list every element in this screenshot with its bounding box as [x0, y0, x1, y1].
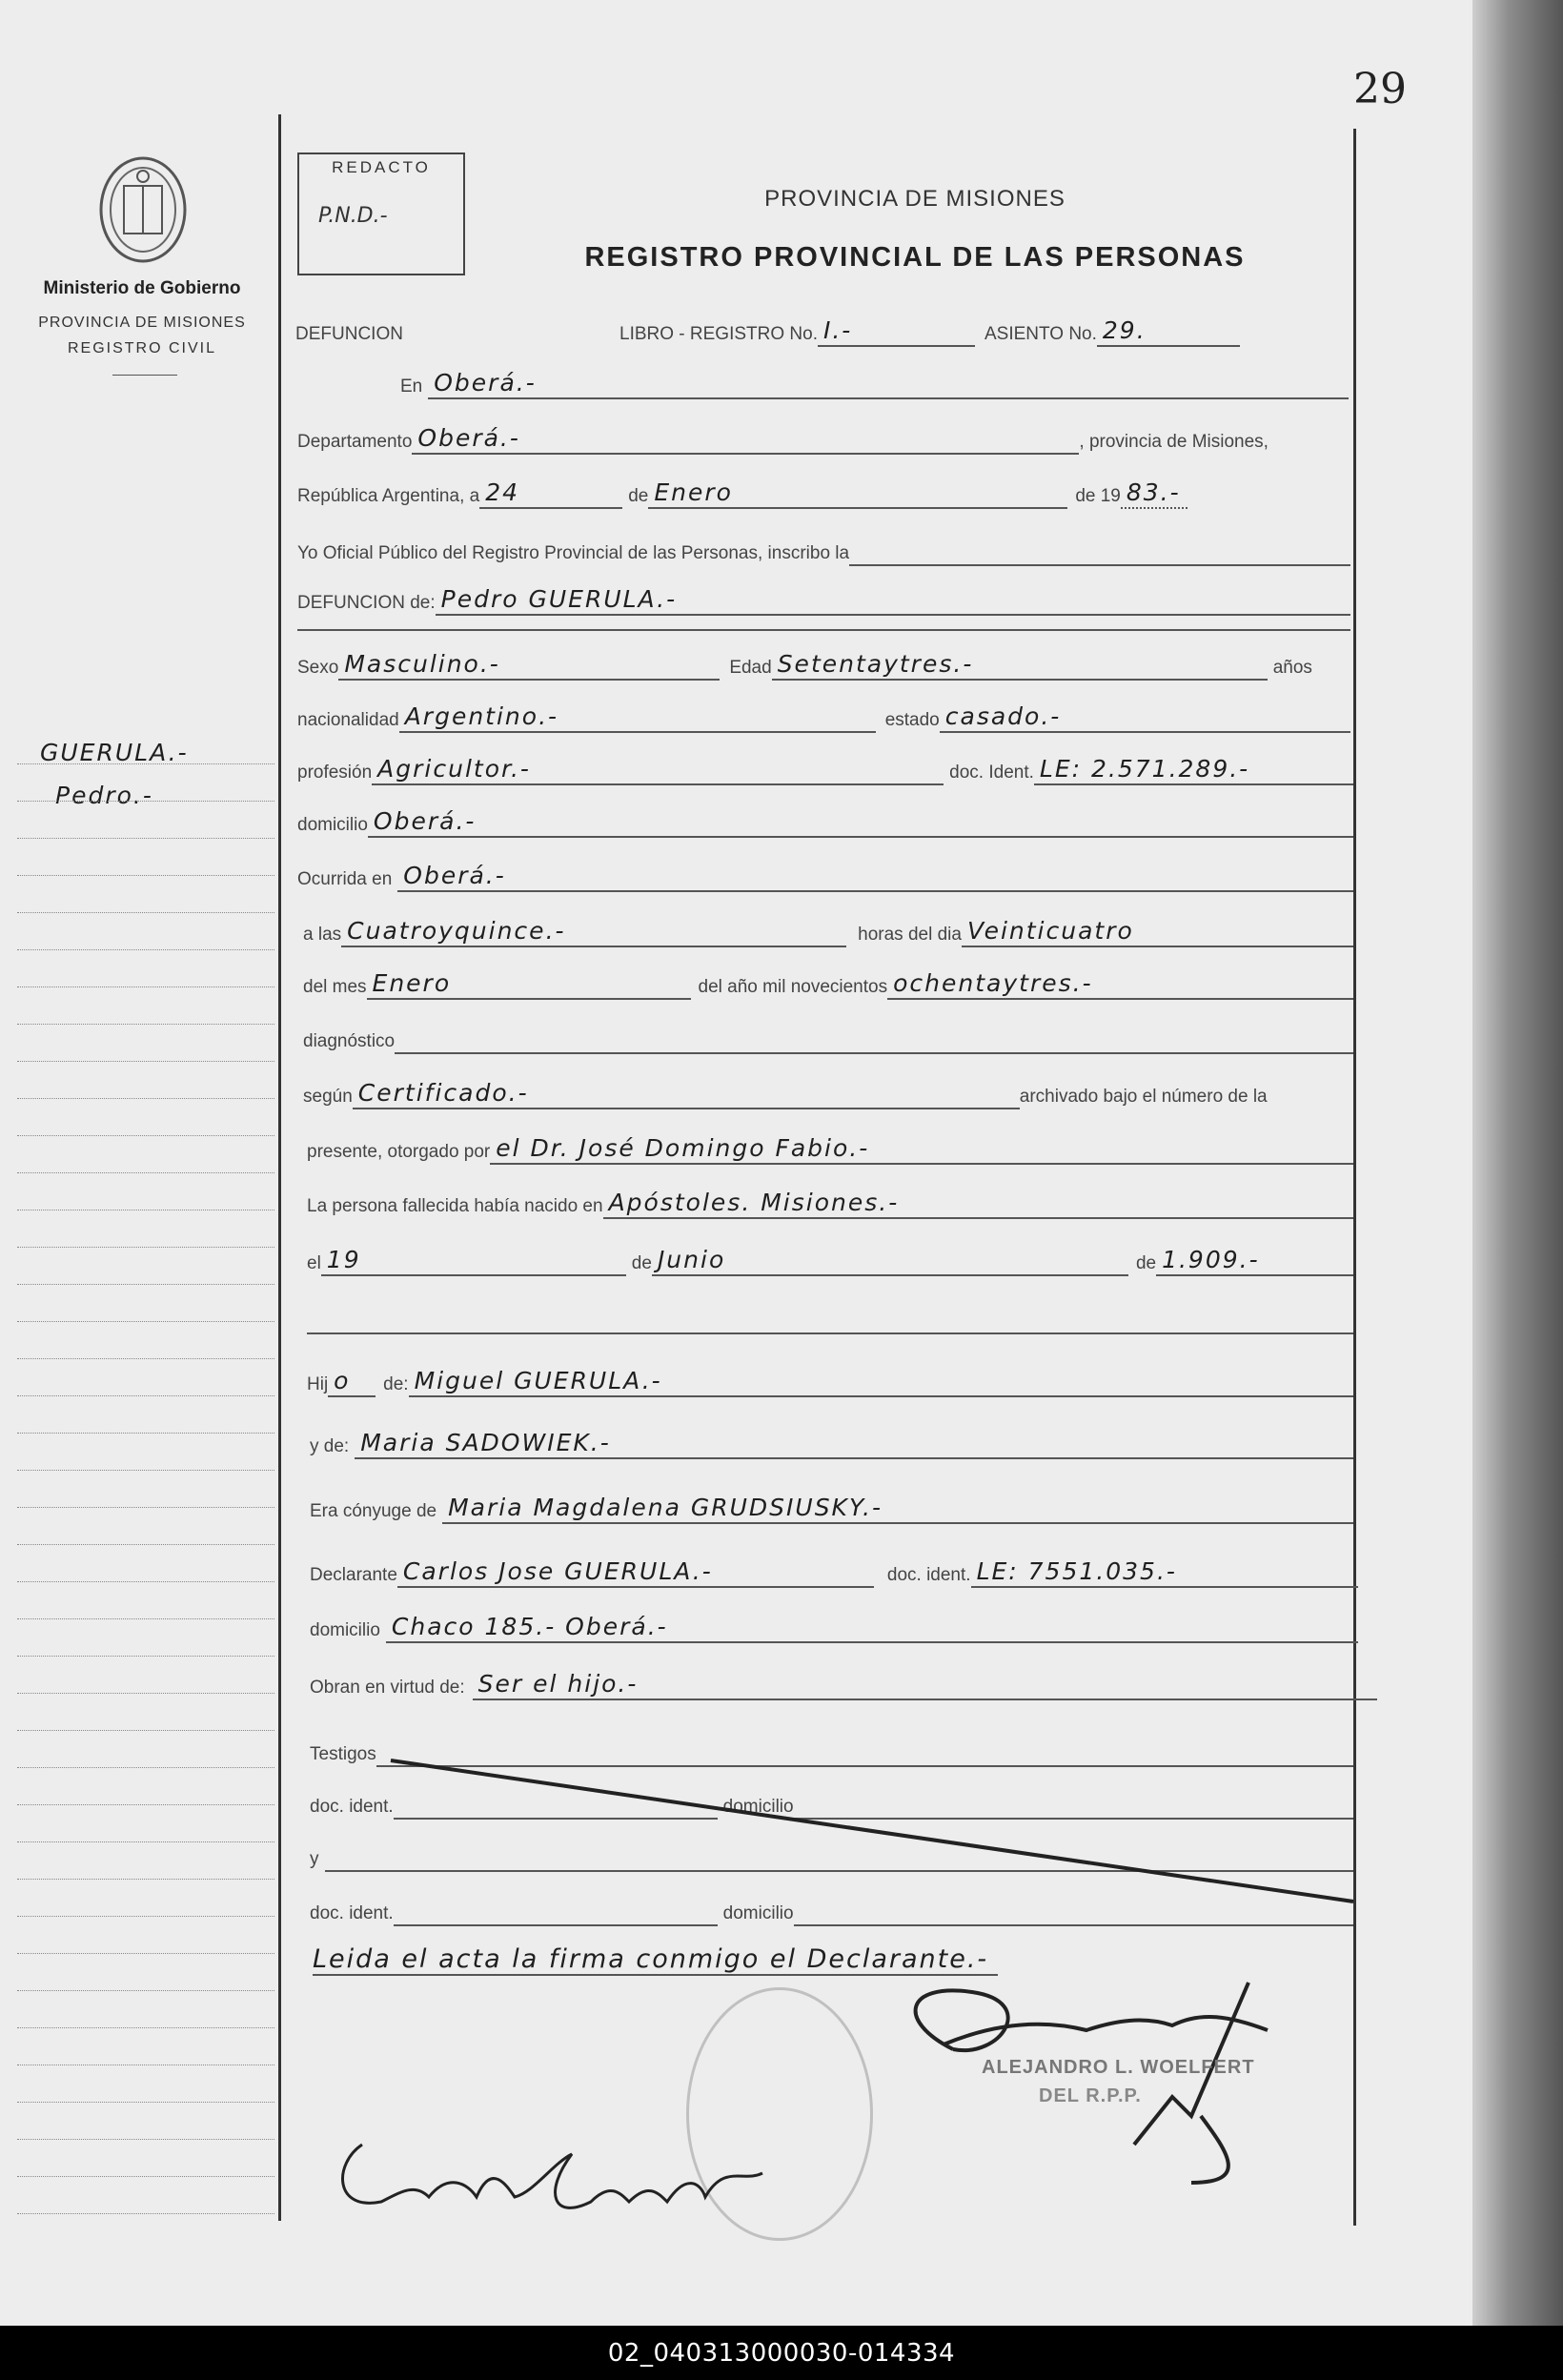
- registro-civil-label: REGISTRO CIVIL: [67, 340, 217, 356]
- segun-value: Certificado.-: [357, 1079, 529, 1107]
- row-segun: [303, 1077, 1361, 1109]
- sexo-label: Sexo: [297, 658, 339, 678]
- segun-label: según: [303, 1087, 353, 1107]
- nacido-label: La persona fallecida había nacido en: [307, 1196, 603, 1216]
- edad-field: [772, 648, 1268, 681]
- profesion-value: Agricultor.-: [377, 755, 531, 783]
- ocurrida-field: [397, 860, 1353, 892]
- nacido-field: [603, 1187, 1353, 1219]
- domicilio1-label: domicilio: [722, 1797, 794, 1817]
- margin-ruled-lines: [17, 763, 274, 2249]
- republica-label: República Argentina, a: [297, 486, 480, 506]
- diagnostico-label: diagnóstico: [303, 1031, 396, 1051]
- dia-value: 24: [485, 478, 519, 506]
- defuncion-extra-line: [297, 629, 1350, 631]
- conyuge-value: Maria Magdalena GRUDSIUSKY.-: [448, 1494, 883, 1521]
- row-oficial: [297, 534, 1350, 566]
- book-edge: [1472, 0, 1563, 2326]
- madre-value: Maria SADOWIEK.-: [360, 1429, 611, 1456]
- declarante-doc-value: LE: 7551.035.-: [976, 1557, 1177, 1585]
- y-label: y: [310, 1849, 319, 1869]
- anio-texto-field: [887, 967, 1353, 1000]
- presente-value: el Dr. José Domingo Fabio.-: [496, 1134, 870, 1162]
- margin-divider: [278, 114, 281, 2221]
- hij-de-label: de:: [383, 1374, 409, 1394]
- hij-field: [328, 1365, 376, 1397]
- edad-label: Edad: [729, 658, 772, 678]
- cierre-text: Leida el acta la firma conmigo el Declarante.-: [313, 1944, 998, 1976]
- y-de-label: y de:: [310, 1436, 350, 1456]
- del-mes-field: [367, 967, 691, 1000]
- estado-field: [940, 701, 1350, 733]
- diagnostico-field: [395, 1022, 1353, 1054]
- row-departamento: [297, 422, 1350, 455]
- redacto-label: REDACTO: [332, 158, 431, 176]
- row-sexo: [297, 648, 1355, 681]
- left-header-rule: [112, 375, 177, 376]
- hora-value: Cuatroyquince.-: [347, 917, 566, 945]
- official-name: ALEJANDRO L. WOELFERT: [982, 2057, 1255, 2078]
- row-madre: [310, 1427, 1353, 1459]
- coat-of-arms-emblem: [95, 153, 191, 267]
- nac-de-label: de: [631, 1253, 652, 1273]
- dia-texto-value: Veinticuatro: [966, 917, 1134, 945]
- testigos-strikethrough: [381, 1749, 1363, 1921]
- footer-code: 02_040313000030-014334: [607, 2338, 956, 2368]
- fallecido-field: [436, 583, 1350, 616]
- row-defuncion-de: [297, 583, 1350, 616]
- official-title: DEL R.P.P.: [1039, 2085, 1142, 2106]
- presente-label: presente, otorgado por: [307, 1142, 491, 1162]
- defuncion-de-label: DEFUNCION de:: [297, 593, 436, 613]
- fallecido-value: Pedro GUERULA.-: [440, 585, 678, 613]
- provincia-suffix: , provincia de Misiones,: [1079, 432, 1269, 452]
- estado-value: casado.-: [944, 702, 1062, 730]
- decl-domicilio-label: domicilio: [310, 1620, 380, 1640]
- row-obran: [310, 1668, 1377, 1700]
- nac-anio-value: 1.909.-: [1162, 1246, 1260, 1273]
- anio-value: 83.-: [1126, 478, 1181, 506]
- provincia-title: PROVINCIA DE MISIONES: [764, 186, 1066, 212]
- nacido-value: Apóstoles. Misiones.-: [608, 1189, 900, 1216]
- profesion-field: [372, 753, 944, 785]
- defuncion-label: DEFUNCION: [295, 324, 403, 344]
- nac-dia-field: [321, 1244, 626, 1276]
- mes-value: Enero: [654, 478, 733, 506]
- edad-value: Setentaytres.-: [777, 650, 974, 678]
- del-anio-label: del año mil novecientos: [698, 977, 888, 997]
- redacto-box: [297, 153, 465, 275]
- asiento-field: [1097, 315, 1240, 347]
- departamento-label: Departamento: [297, 432, 413, 452]
- row-ocurrida: [297, 860, 1353, 892]
- declarant-signature: [324, 2126, 782, 2230]
- horas-del-dia-label: horas del dia: [858, 925, 962, 945]
- oficial-text: Yo Oficial Público del Registro Provincial de las Personas, inscribo la: [297, 543, 850, 563]
- archivado-text: archivado bajo el número de la: [1019, 1087, 1268, 1107]
- margin-given-name: Pedro.-: [55, 782, 153, 809]
- row-diagnostico: [303, 1022, 1353, 1054]
- registro-title: REGISTRO PROVINCIAL DE LAS PERSONAS: [584, 242, 1246, 273]
- nac-anio-field: [1156, 1244, 1353, 1276]
- row-conyuge: [310, 1492, 1353, 1524]
- ocurrida-label: Ocurrida en: [297, 869, 393, 889]
- decl-domicilio-value: Chaco 185.- Oberá.-: [391, 1613, 668, 1640]
- declarante-doc-field: [971, 1556, 1358, 1588]
- asiento-label: ASIENTO No.: [984, 324, 1097, 344]
- padre-value: Miguel GUERULA.-: [414, 1367, 662, 1394]
- row-nacimiento-fecha: [307, 1244, 1353, 1276]
- declarante-doc-label: doc. ident.: [886, 1565, 971, 1585]
- obran-value: Ser el hijo.-: [477, 1670, 639, 1698]
- testigos-label: Testigos: [310, 1744, 376, 1764]
- profesion-label: profesión: [297, 763, 373, 783]
- mes-field: [648, 477, 1067, 509]
- doc-ident-label: doc. Ident.: [949, 763, 1034, 783]
- row-domicilio: [297, 805, 1353, 838]
- page-number: 29: [1353, 65, 1407, 113]
- anios-label: años: [1272, 658, 1312, 678]
- en-value: Oberá.-: [434, 369, 537, 397]
- segun-field: [353, 1077, 1020, 1109]
- del-mes-label: del mes: [303, 977, 367, 997]
- obran-label: Obran en virtud de:: [310, 1678, 465, 1698]
- row-declarante: [310, 1556, 1358, 1588]
- row-fecha: [297, 477, 1350, 509]
- row-nacionalidad: [297, 701, 1350, 733]
- sexo-value: Masculino.-: [344, 650, 500, 678]
- declarante-field: [397, 1556, 874, 1588]
- row-profesion: [297, 753, 1353, 785]
- row-en: [400, 367, 1349, 399]
- departamento-value: Oberá.-: [417, 424, 520, 452]
- redacto-initials: P.N.D.-: [318, 204, 388, 228]
- conyuge-field: [442, 1492, 1353, 1524]
- row-decl-domicilio: [310, 1611, 1358, 1643]
- el-label: el: [307, 1253, 321, 1273]
- libro-field: [818, 315, 975, 347]
- anio-texto-value: ochentaytres.-: [893, 969, 1093, 997]
- domicilio-value: Oberá.-: [373, 807, 477, 835]
- row-presente: [307, 1132, 1353, 1165]
- departamento-field: [412, 422, 1079, 455]
- libro-value: I.-: [822, 316, 853, 344]
- sexo-field: [338, 648, 720, 681]
- hij-value: o: [334, 1367, 351, 1394]
- madre-field: [355, 1427, 1353, 1459]
- domicilio2-label: domicilio: [722, 1903, 794, 1923]
- row-hijo: [307, 1365, 1353, 1397]
- doc-ident2-label: doc. ident.: [310, 1903, 394, 1923]
- doc-ident-field: [1034, 753, 1353, 785]
- nac-dia-value: 19: [326, 1246, 361, 1273]
- nacionalidad-label: nacionalidad: [297, 710, 399, 730]
- footer-bar: [0, 2326, 1563, 2380]
- asiento-value: 29.: [1102, 316, 1147, 344]
- en-label: En: [400, 376, 423, 397]
- nacionalidad-value: Argentino.-: [404, 702, 559, 730]
- row-libro: [295, 315, 1349, 347]
- del-mes-value: Enero: [372, 969, 452, 997]
- conyuge-label: Era cónyuge de: [310, 1501, 437, 1521]
- declarante-label: Declarante: [310, 1565, 397, 1585]
- nac-anio-label: de: [1135, 1253, 1157, 1273]
- anio-prefix: de 19: [1075, 486, 1121, 506]
- row-mes: [303, 967, 1353, 1000]
- hora-field: [341, 915, 846, 947]
- blank-line: [307, 1332, 1353, 1334]
- nacionalidad-field: [399, 701, 876, 733]
- domicilio-field: [368, 805, 1353, 838]
- row-hora: [303, 915, 1353, 947]
- doc-ident-value: LE: 2.571.289.-: [1039, 755, 1250, 783]
- declarante-value: Carlos Jose GUERULA.-: [402, 1557, 713, 1585]
- obran-field: [473, 1668, 1377, 1700]
- presente-field: [490, 1132, 1353, 1165]
- row-nacido: [307, 1187, 1353, 1219]
- a-las-label: a las: [303, 925, 342, 945]
- nac-mes-value: Junio: [657, 1246, 726, 1273]
- decl-domicilio-field: [386, 1611, 1358, 1643]
- doc-ident1-label: doc. ident.: [310, 1797, 394, 1817]
- de-label: de: [628, 486, 649, 506]
- nac-mes-field: [652, 1244, 1128, 1276]
- domicilio-label: domicilio: [297, 815, 368, 835]
- hij-label: Hij: [307, 1374, 329, 1394]
- dia-texto-field: [962, 915, 1353, 947]
- margin-surname: GUERULA.-: [40, 739, 189, 766]
- ocurrida-value: Oberá.-: [403, 862, 506, 889]
- anio-field: [1121, 477, 1187, 509]
- en-field: [428, 367, 1349, 399]
- dia-field: [479, 477, 622, 509]
- oficial-field: [849, 534, 1350, 566]
- provincia-left-label: PROVINCIA DE MISIONES: [38, 315, 246, 331]
- estado-label: estado: [884, 710, 940, 730]
- padre-field: [409, 1365, 1353, 1397]
- ministerio-label: Ministerio de Gobierno: [43, 278, 241, 298]
- libro-label: LIBRO - REGISTRO No.: [619, 324, 818, 344]
